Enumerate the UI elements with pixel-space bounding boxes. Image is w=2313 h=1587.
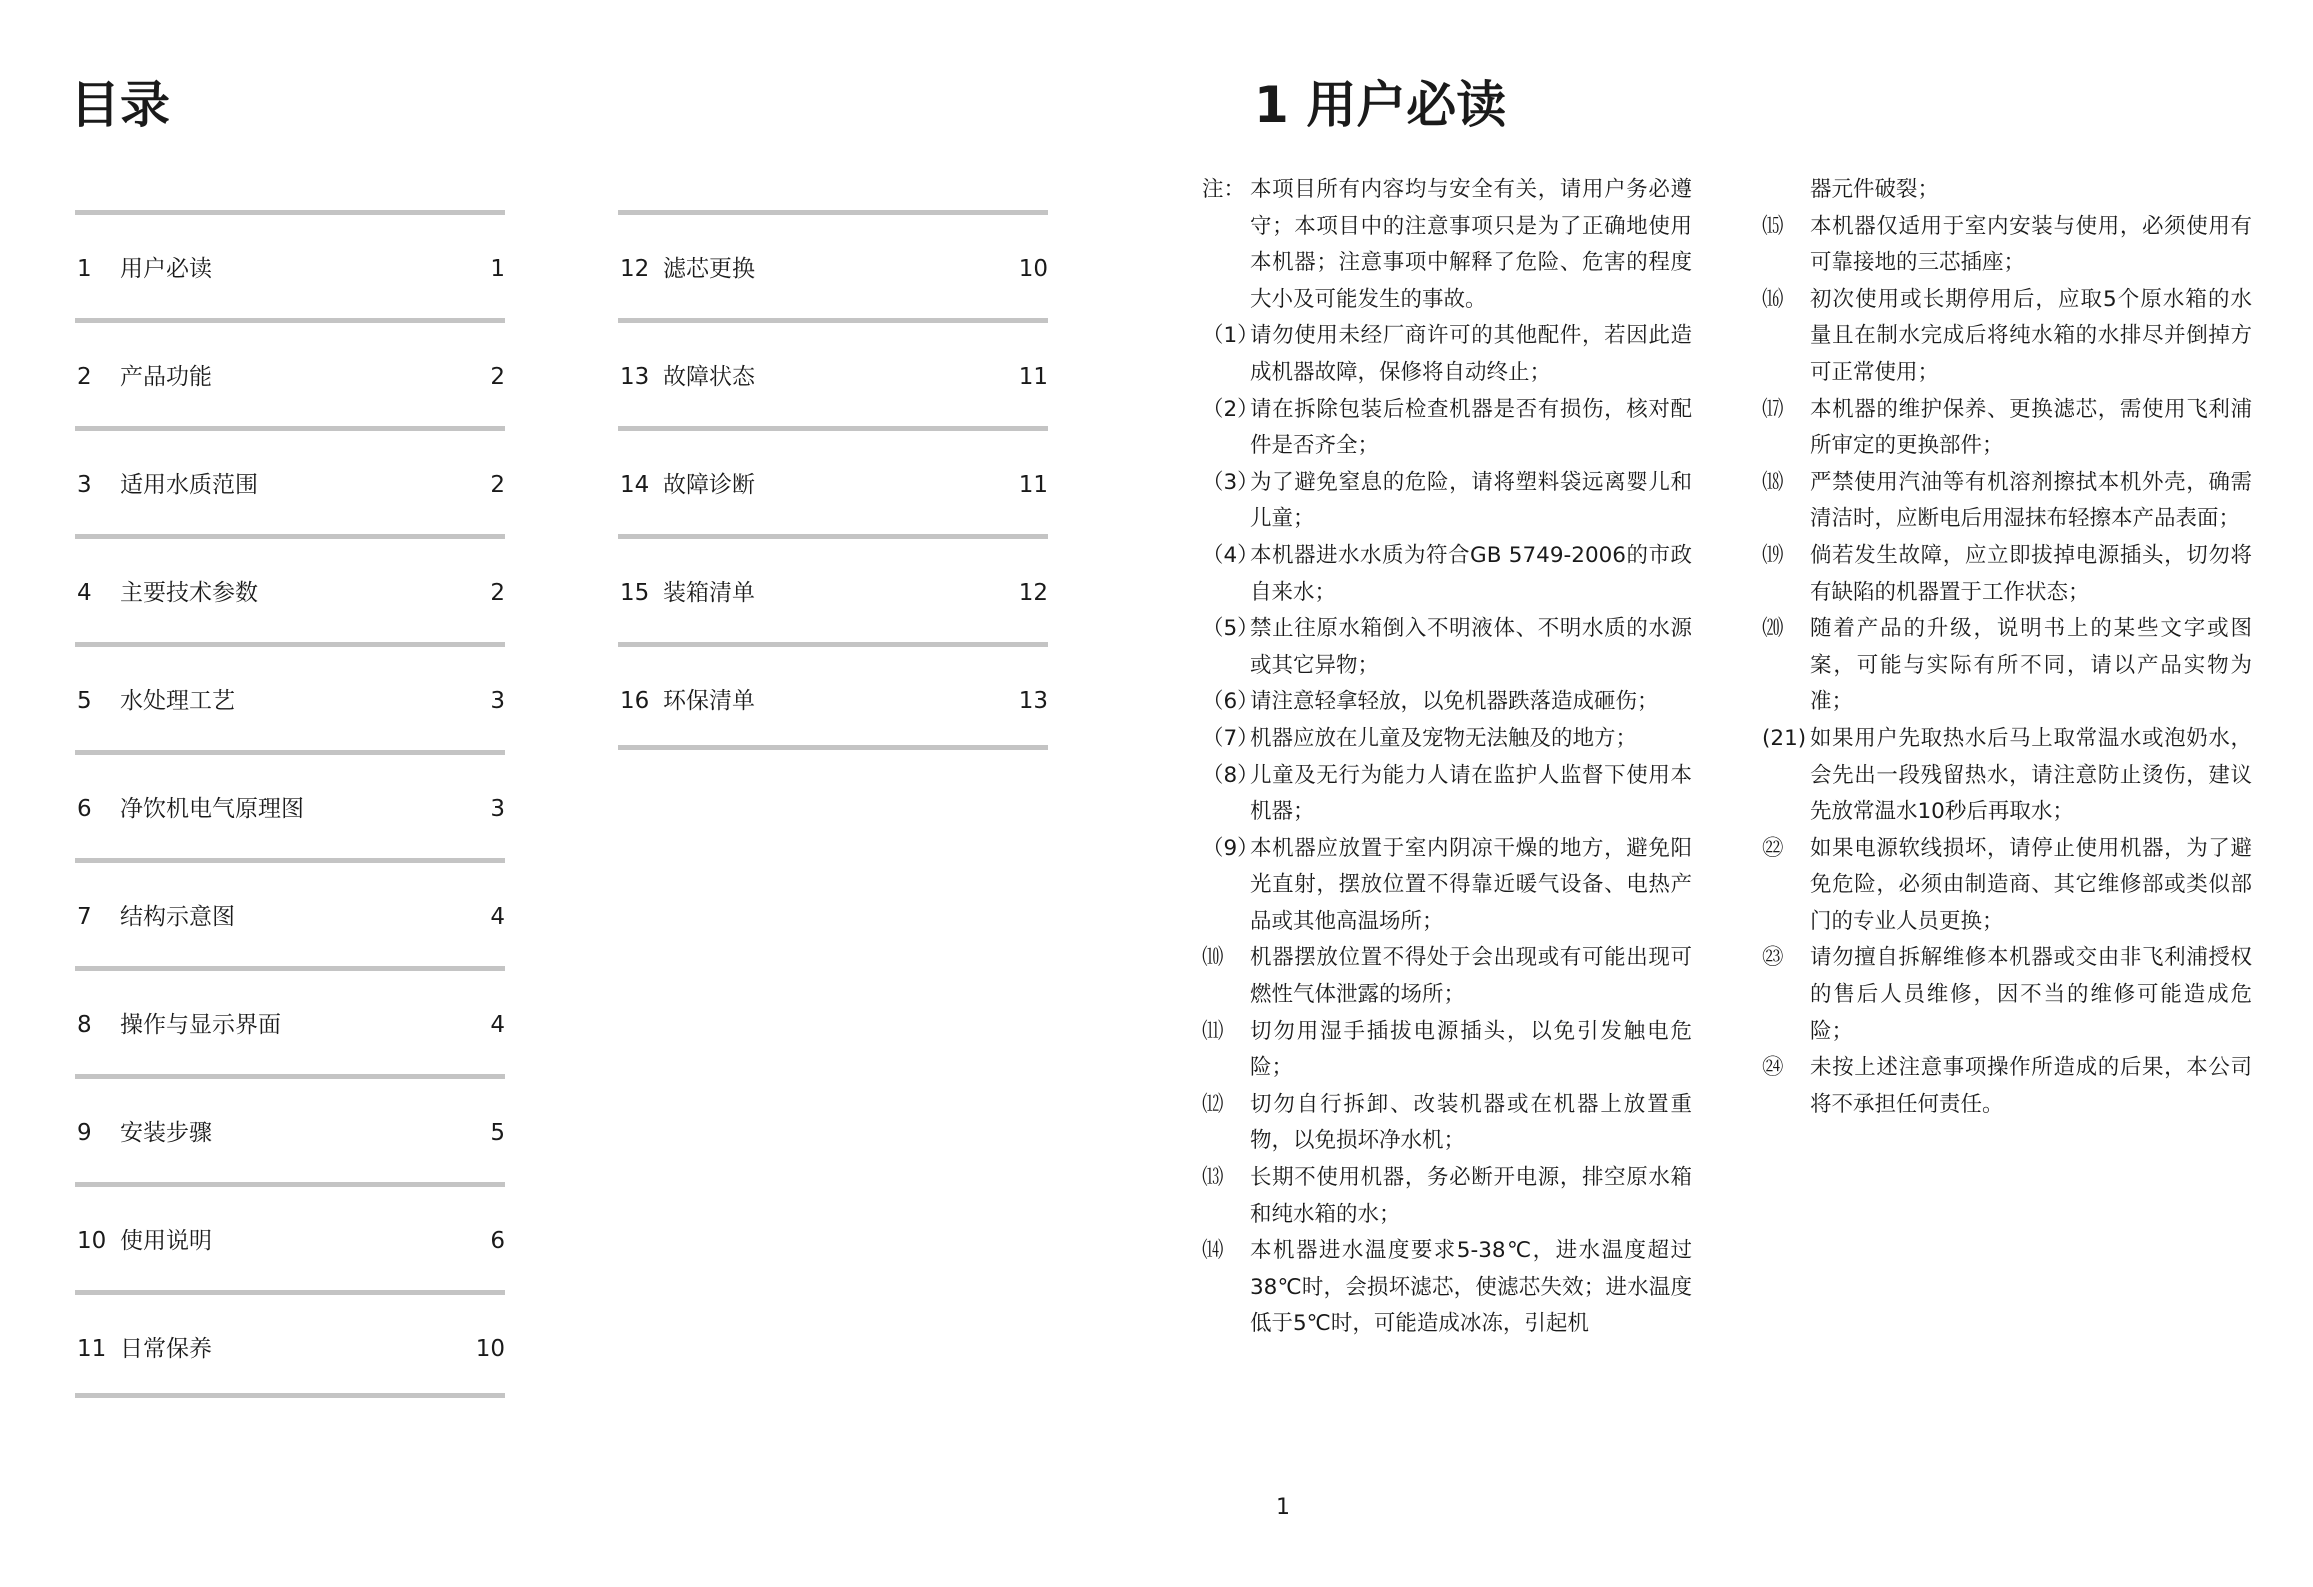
notice-item (1202, 758, 1692, 831)
notice-text: 如果电源软线损坏，请停止使用机器，为了避免危险，必须由制造商、其它维修部或类似部门的专业人员更换； (1810, 835, 2252, 934)
toc-entry-page: 11 (1018, 472, 1048, 498)
notice-item (1202, 392, 1692, 465)
toc-entry-number: 7 (77, 904, 92, 930)
notice-text: 切勿自行拆卸、改装机器或在机器上放置重物，以免损坏净水机； (1250, 1091, 1692, 1154)
toc-entry-number: 6 (77, 796, 92, 822)
toc-entry-number: 10 (77, 1228, 107, 1254)
toc-entry-number: 2 (77, 364, 92, 390)
notice-text: 请勿使用未经厂商许可的其他配件，若因此造成机器故障，保修将自动终止； (1250, 323, 1692, 385)
notice-item (1202, 1233, 1692, 1343)
notice-text: 机器摆放位置不得处于会出现或有可能出现可燃性气体泄露的场所； (1250, 945, 1692, 1008)
notice-text: 长期不使用机器，务必断开电源，排空原水箱和纯水箱的水； (1250, 1165, 1692, 1227)
notice-marker: ⑾ (1202, 1018, 1224, 1044)
toc-entry-page: 10 (475, 1336, 505, 1362)
notice-marker: ㉔ (1762, 1055, 1784, 1081)
notice-item (1762, 465, 2252, 538)
toc-entry-page: 3 (490, 796, 505, 822)
notice-marker: （1） (1202, 323, 1259, 349)
toc-entry-label: 适用水质范围 (120, 472, 258, 498)
toc-entry-label: 滤芯更换 (663, 256, 755, 282)
notice-marker: ⑿ (1202, 1091, 1224, 1117)
toc-entry-page: 3 (490, 688, 505, 714)
toc-entry-page: 5 (490, 1120, 505, 1146)
toc-entry[interactable] (75, 966, 505, 1074)
notice-item (1202, 465, 1692, 538)
notice-item (1762, 209, 2252, 282)
notice-item (1202, 1087, 1692, 1160)
notice-marker: ⒇ (1762, 616, 1784, 642)
notice-text: 本机器应放置于室内阴凉干燥的地方，避免阳光直射，摆放位置不得靠近暖气设备、电热产品或其他高温场所； (1250, 835, 1692, 934)
toc-entry-number: 1 (77, 256, 92, 282)
toc-entry[interactable] (618, 534, 1048, 642)
notice-item (1762, 392, 2252, 465)
toc-entry-label: 日常保养 (120, 1336, 212, 1362)
notice-marker: （5） (1202, 616, 1259, 642)
toc-entry-page: 2 (490, 580, 505, 606)
notice-item (1202, 1160, 1692, 1233)
notice-text: 请勿擅自拆解维修本机器或交由非飞利浦授权的售后人员维修，因不当的维修可能造成危险； (1810, 945, 2252, 1044)
toc-entry-label: 环保清单 (663, 688, 755, 714)
toc-entry[interactable] (618, 642, 1048, 750)
notice-text: 严禁使用汽油等有机溶剂擦拭本机外壳，确需清洁时，应断电后用湿抹布轻擦本产品表面； (1810, 469, 2252, 532)
toc-entry-label: 用户必读 (120, 256, 212, 282)
notice-text: 本机器仅适用于室内安装与使用，必须使用有可靠接地的三芯插座； (1810, 213, 2252, 276)
notice-item (1762, 282, 2252, 392)
toc-entry-label: 操作与显示界面 (120, 1012, 281, 1038)
notice-text: 本机器进水温度要求5-38℃，进水温度超过38℃时，会损坏滤芯，使滤芯失效；进水温度低于5℃时，可能造成冰冻，引起机 (1250, 1238, 1692, 1337)
notice-column-1 (1202, 172, 1692, 1343)
toc-entry-page: 6 (490, 1228, 505, 1254)
toc-entry[interactable] (75, 858, 505, 966)
toc-entry-label: 结构示意图 (120, 904, 235, 930)
notice-marker: ㉓ (1762, 945, 1784, 971)
note-marker: 注： (1202, 177, 1246, 202)
notice-item (1202, 940, 1692, 1013)
toc-entry-page: 12 (1018, 580, 1048, 606)
toc-entry-page: 4 (490, 904, 505, 930)
notice-item (1762, 940, 2252, 1050)
notice-item (1202, 318, 1692, 391)
toc-entry-number: 5 (77, 688, 92, 714)
notice-text: 为了避免窒息的危险，请将塑料袋远离婴儿和儿童； (1250, 469, 1692, 532)
toc-entry-label: 水处理工艺 (120, 688, 235, 714)
toc-entry-number: 16 (620, 688, 650, 714)
toc-entry[interactable] (75, 210, 505, 318)
notice-marker: （4） (1202, 542, 1259, 568)
notice-text: 本机器进水水质为符合GB 5749-2006的市政自来水； (1250, 542, 1692, 605)
notice-text: 初次使用或长期停用后，应取5个原水箱的水量且在制水完成后将纯水箱的水排尽并倒掉方可正常使用； (1810, 286, 2252, 385)
toc-entry-number: 3 (77, 472, 92, 498)
notice-marker: （3） (1202, 469, 1259, 495)
toc-column-left (75, 210, 505, 1398)
toc-entry-label: 故障状态 (663, 364, 755, 390)
toc-entry-page: 13 (1018, 688, 1048, 714)
section-title: 1 用户必读 (1254, 76, 1507, 134)
notice-item (1762, 831, 2252, 941)
toc-entry-page: 10 (1018, 256, 1048, 282)
notice-text: 本机器的维护保养、更换滤芯，需使用飞利浦所审定的更换部件； (1810, 396, 2252, 459)
notice-item (1762, 721, 2252, 831)
notice-marker: ㉒ (1762, 835, 1784, 861)
notice-text: 切勿用湿手插拔电源插头，以免引发触电危险； (1250, 1018, 1692, 1081)
toc-entry-page: 2 (490, 472, 505, 498)
toc-entry[interactable] (618, 318, 1048, 426)
toc-entry[interactable] (75, 1074, 505, 1182)
toc-entry[interactable] (618, 210, 1048, 318)
notice-marker: ⒅ (1762, 469, 1784, 495)
toc-entry-number: 13 (620, 364, 650, 390)
notice-column-2 (1762, 172, 2252, 1123)
toc-entry-page: 11 (1018, 364, 1048, 390)
toc-entry-label: 使用说明 (120, 1228, 212, 1254)
notice-text: 请在拆除包装后检查机器是否有损伤，核对配件是否齐全； (1250, 396, 1692, 459)
toc-entry[interactable] (618, 426, 1048, 534)
notice-text: 倘若发生故障，应立即拔掉电源插头，切勿将有缺陷的机器置于工作状态； (1810, 542, 2252, 605)
notice-item (1202, 538, 1692, 611)
notice-text: 儿童及无行为能力人请在监护人监督下使用本机器； (1250, 762, 1692, 825)
toc-entry-number: 9 (77, 1120, 92, 1146)
toc-entry[interactable] (75, 426, 505, 534)
notice-text: 请注意轻拿轻放，以免机器跌落造成砸伤； (1250, 689, 1659, 715)
toc-entry[interactable] (75, 1182, 505, 1290)
toc-column-right (618, 210, 1048, 750)
toc-entry[interactable] (75, 318, 505, 426)
notice-marker: ⒂ (1762, 213, 1784, 239)
notice-item (1762, 1050, 2252, 1123)
note-text: 本项目所有内容均与安全有关，请用户务必遵守；本项目中的注意事项只是为了正确地使用本机器；注意事项中解释了危险、危害的程度大小及可能发生的事故。 (1250, 177, 1692, 312)
toc-entry-number: 14 (620, 472, 650, 498)
notice-marker: ⒀ (1202, 1165, 1224, 1191)
toc-entry-label: 故障诊断 (663, 472, 755, 498)
notice-marker: （8） (1202, 762, 1259, 788)
notice-continuation: 器元件破裂； (1810, 177, 1940, 202)
notice-text: 如果用户先取热水后马上取常温水或泡奶水，会先出一段残留热水，请注意防止烫伤，建议先放常温水10秒后再取水； (1810, 725, 2252, 825)
notice-item (1202, 721, 1692, 758)
toc-entry-label: 主要技术参数 (120, 580, 258, 606)
notice-text: 随着产品的升级，说明书上的某些文字或图案，可能与实际有所不同，请以产品实物为准； (1810, 616, 2252, 715)
notice-text: 禁止往原水箱倒入不明液体、不明水质的水源或其它异物； (1250, 616, 1692, 678)
toc-entry-number: 4 (77, 580, 92, 606)
notice-item (1202, 1014, 1692, 1087)
toc-entry-number: 12 (620, 256, 650, 282)
notice-text: 机器应放在儿童及宠物无法触及的地方； (1250, 725, 1638, 751)
toc-entry[interactable] (75, 750, 505, 858)
toc-entry-number: 11 (77, 1336, 107, 1362)
notice-marker: （6） (1202, 689, 1259, 715)
toc-entry[interactable] (75, 642, 505, 750)
notice-marker: （7） (1202, 725, 1259, 751)
toc-entry-label: 安装步骤 (120, 1120, 212, 1146)
toc-entry-page: 4 (490, 1012, 505, 1038)
toc-entry[interactable] (75, 534, 505, 642)
notice-item (1762, 611, 2252, 721)
notice-marker: ⑽ (1202, 945, 1224, 971)
notice-marker: （9） (1202, 835, 1259, 861)
notice-marker: （2） (1202, 396, 1259, 422)
notice-marker: ⒄ (1762, 396, 1784, 422)
toc-entry-number: 15 (620, 580, 650, 606)
toc-entry-label: 产品功能 (120, 364, 212, 390)
toc-entry-page: 2 (490, 364, 505, 390)
toc-title: 目录 (70, 76, 170, 134)
notice-item (1202, 684, 1692, 721)
notice-marker: ⒆ (1762, 542, 1784, 568)
page-number: 1 (1276, 1495, 1290, 1520)
toc-entry-page: 1 (490, 256, 505, 282)
notice-marker: ⒁ (1202, 1238, 1224, 1264)
notice-marker: (21) (1762, 725, 1807, 751)
safety-note (1202, 172, 1692, 318)
toc-entry-label: 净饮机电气原理图 (120, 796, 304, 822)
toc-entry-number: 8 (77, 1012, 92, 1038)
toc-entry[interactable] (75, 1290, 505, 1398)
notice-item (1202, 611, 1692, 684)
toc-entry-label: 装箱清单 (663, 580, 755, 606)
notice-item (1762, 538, 2252, 611)
notice-text: 未按上述注意事项操作所造成的后果，本公司将不承担任何责任。 (1810, 1055, 2252, 1117)
notice-marker: ⒃ (1762, 286, 1784, 312)
notice-item (1202, 831, 1692, 941)
